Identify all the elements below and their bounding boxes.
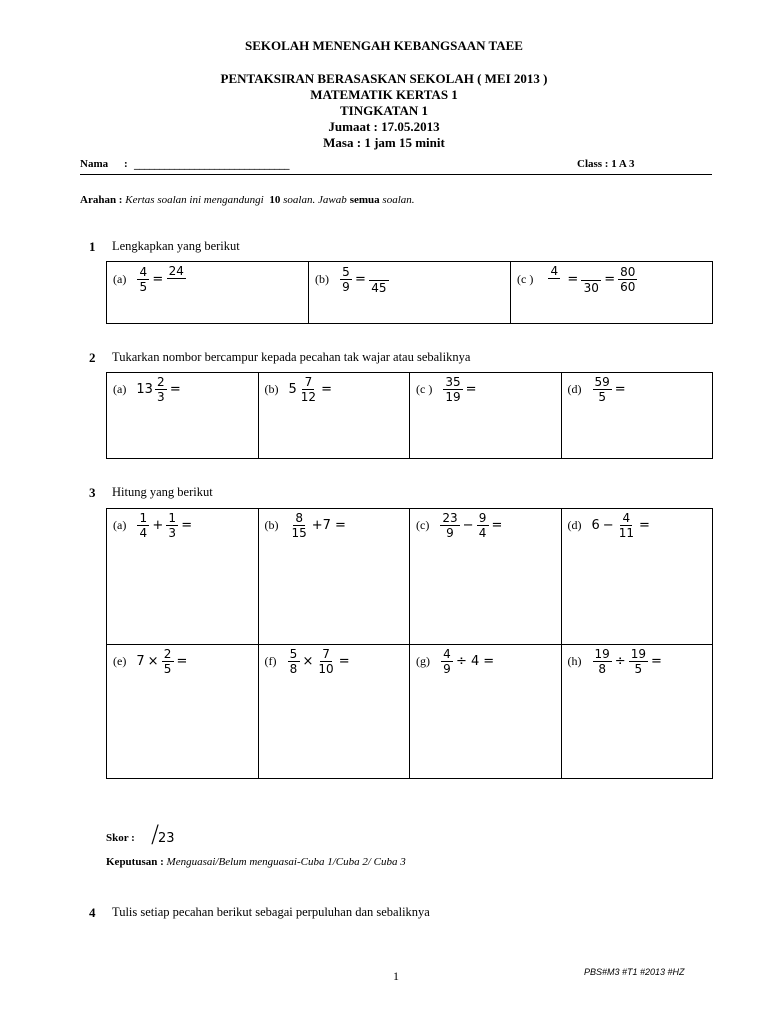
name-label: Nama: [80, 158, 109, 170]
q3-table: [106, 508, 713, 779]
q2-number: 2: [89, 350, 96, 365]
q1-cell-b[interactable]: (b) $\frac{5}{9}$ = 45: [309, 262, 511, 324]
exam-duration: Masa : 1 jam 15 minit: [323, 135, 445, 150]
fraction: $\frac{8}{15}$: [291, 511, 307, 540]
q1-cell-a[interactable]: (a) $\frac{4}{5}$ = 24: [107, 262, 309, 324]
instructions-text2: soalan. Jawab: [283, 194, 347, 206]
q1-text: Lengkapkan yang berikut: [112, 239, 240, 253]
q3-cell-g[interactable]: (g) $\frac{4}{9}$ ÷ 4 =: [410, 645, 562, 779]
instructions-text3: soalan.: [382, 194, 415, 206]
q1-c-label: (c ): [517, 272, 534, 286]
q3-g-label: (g): [416, 654, 430, 668]
fraction: $\frac{1}{3}$: [166, 511, 178, 540]
fraction: $\frac{23}{9}$: [442, 511, 458, 540]
fraction-blank-den: 24: [168, 264, 184, 278]
q3-cell-b[interactable]: (b) $\frac{8}{15}$ +7 =: [258, 509, 410, 645]
fraction: $\frac{80}{60}$: [620, 265, 636, 294]
fraction-blank-den: 4: [544, 264, 564, 295]
name-colon: :: [124, 158, 128, 170]
q1-a-label: (a): [113, 272, 127, 286]
q3-c-label: (c): [416, 518, 430, 532]
exam-title: PENTAKSIRAN BERASASKAN SEKOLAH ( MEI 2013 ): [220, 71, 548, 86]
q1-number: 1: [89, 239, 96, 254]
q2-cell-a[interactable]: (a) 13 $\frac{2}{3}$ =: [107, 373, 259, 459]
decision-label: Keputusan :: [106, 856, 164, 868]
instructions-emph: semua: [349, 194, 380, 206]
fraction: $\frac{19}{8}$: [594, 647, 610, 676]
fraction-blank-num: 30: [581, 264, 601, 295]
instructions-count: 10: [269, 194, 281, 206]
q4-text: Tulis setiap pecahan berikut sebagai perpuluhan dan sebaliknya: [112, 905, 430, 919]
fraction-blank-num: 45: [369, 264, 389, 295]
instructions: [80, 194, 415, 206]
fraction: $\frac{4}{11}$: [618, 511, 634, 540]
q2-cell-d[interactable]: (d) $\frac{59}{5}$ =: [561, 373, 713, 459]
score-total: 23: [158, 831, 175, 846]
q2-table: [106, 372, 713, 459]
fraction: $\frac{5}{8}$: [288, 647, 300, 676]
q3-e-label: (e): [113, 654, 127, 668]
q2-a-label: (a): [113, 382, 127, 396]
q3-cell-h[interactable]: (h) $\frac{19}{8}$ ÷ $\frac{19}{5}$ =: [561, 645, 713, 779]
q3-h-label: (h): [567, 654, 582, 668]
fraction: $\frac{35}{19}$: [445, 375, 461, 404]
decision-text: Menguasai/Belum menguasai-Cuba 1/Cuba 2/ Cuba 3: [166, 856, 406, 868]
q2-c-label: (c ): [416, 382, 433, 396]
fraction: $\frac{5}{9}$: [340, 265, 352, 294]
q2-d-label: (d): [567, 382, 582, 396]
q3-f-label: (f): [264, 654, 277, 668]
q4-number: 4: [89, 905, 96, 920]
q3-cell-e[interactable]: (e) 7 × $\frac{2}{5}$ =: [107, 645, 259, 779]
school-name: SEKOLAH MENENGAH KEBANGSAAN TAEE: [245, 38, 523, 53]
q2-cell-c[interactable]: (c ) $\frac{35}{19}$ =: [410, 373, 562, 459]
instructions-text1: Kertas soalan ini mengandungi: [125, 194, 264, 206]
q1-table: [106, 261, 713, 324]
q3-cell-d[interactable]: (d) 6 − $\frac{4}{11}$ =: [561, 509, 713, 645]
fraction: $\frac{9}{4}$: [477, 511, 489, 540]
header-divider: [80, 174, 712, 175]
fraction: $\frac{4}{9}$: [441, 647, 453, 676]
q2-b-label: (b): [264, 382, 279, 396]
form-title: TINGKATAN 1: [340, 103, 428, 118]
q1-cell-c[interactable]: (c ) 4 = 30 = $\frac{80}{60}$: [511, 262, 713, 324]
q3-cell-a[interactable]: (a) $\frac{1}{4}$ + $\frac{1}{3}$ =: [107, 509, 259, 645]
fraction: $\frac{2}{5}$: [162, 647, 174, 676]
fraction: $\frac{59}{5}$: [594, 375, 610, 404]
score-label: Skor :: [106, 832, 135, 844]
class-label: Class : 1 A 3: [577, 158, 635, 170]
name-blank[interactable]: _______________________________: [134, 159, 289, 171]
page-number: 1: [393, 969, 399, 983]
fraction: $\frac{7}{12}$: [300, 375, 317, 404]
q3-d-label: (d): [567, 518, 582, 532]
score-slash: /: [151, 820, 160, 848]
fraction: $\frac{2}{3}$: [155, 375, 167, 404]
q2-text: Tukarkan nombor bercampur kepada pecahan tak wajar atau sebaliknya: [112, 350, 471, 364]
fraction: $\frac{1}{4}$: [137, 511, 149, 540]
q3-cell-f[interactable]: (f) $\frac{5}{8}$ × $\frac{7}{10}$ =: [258, 645, 410, 779]
q3-cell-c[interactable]: (c) $\frac{23}{9}$ − $\frac{9}{4}$ =: [410, 509, 562, 645]
instructions-label: Arahan :: [80, 194, 123, 206]
fraction: $\frac{4}{5}$: [137, 265, 149, 294]
q3-a-label: (a): [113, 518, 127, 532]
exam-date: Jumaat : 17.05.2013: [328, 119, 440, 134]
footer-code: PBS#M3 #T1 #2013 #HZ: [584, 967, 685, 977]
q3-b-label: (b): [264, 518, 279, 532]
paper-title: MATEMATIK KERTAS 1: [310, 87, 458, 102]
q1-b-label: (b): [315, 272, 329, 286]
q3-text: Hitung yang berikut: [112, 485, 213, 499]
q2-cell-b[interactable]: (b) 5 $\frac{7}{12}$ =: [258, 373, 410, 459]
fraction: $\frac{19}{5}$: [630, 647, 646, 676]
q3-number: 3: [89, 485, 96, 500]
fraction: $\frac{7}{10}$: [318, 647, 334, 676]
decision: [106, 856, 406, 868]
